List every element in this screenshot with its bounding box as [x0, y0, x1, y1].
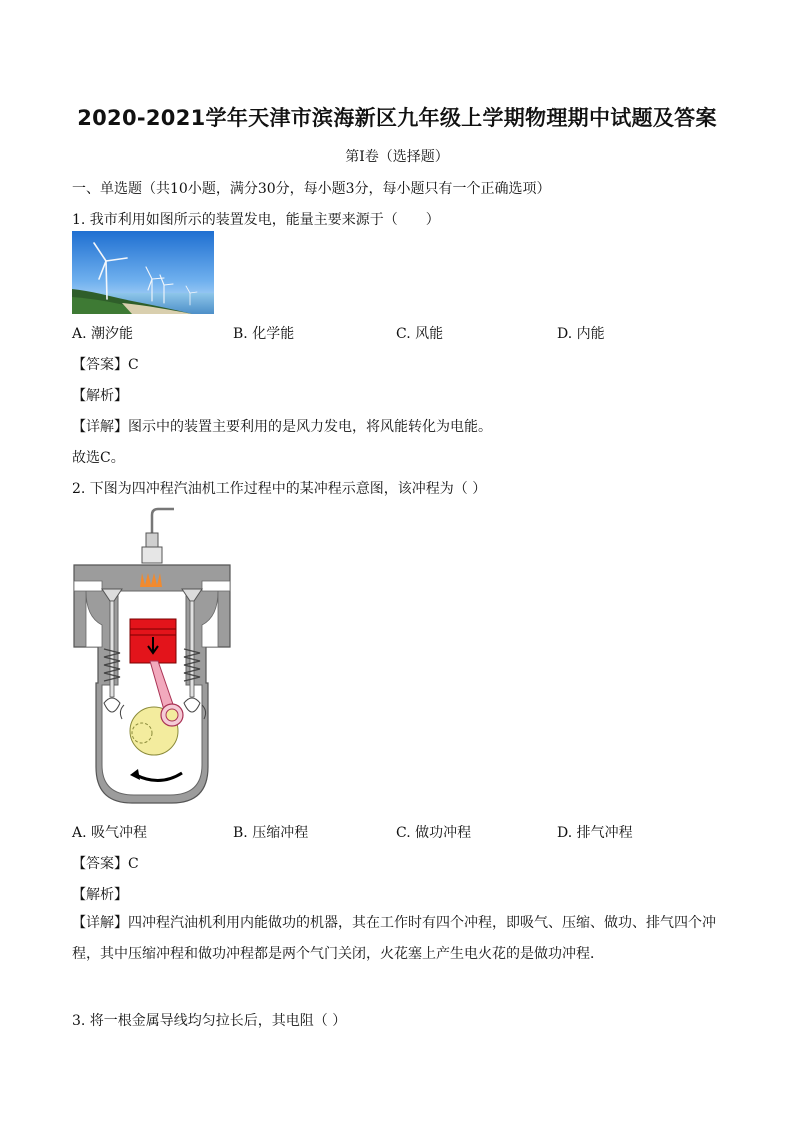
part-subtitle: 第Ⅰ卷（选择题） — [345, 149, 449, 165]
question-2-stem: 2. 下图为四冲程汽油机工作过程中的某冲程示意图，该冲程为（ ） — [72, 481, 487, 497]
question-1-stem: 1. 我市利用如图所示的装置发电，能量主要来源于（ ） — [72, 212, 440, 228]
q2-option-b: B. 压缩冲程 — [233, 825, 309, 841]
q2-analysis-label: 【解析】 — [72, 887, 128, 903]
question-3-stem: 3. 将一根金属导线均匀拉长后，其电阻（ ） — [72, 1013, 347, 1029]
section-heading: 一、单选题（共10小题，满分30分，每小题3分，每小题只有一个正确选项） — [72, 181, 551, 197]
q2-option-a: A. 吸气冲程 — [72, 825, 148, 841]
q1-answer: 【答案】C — [72, 357, 139, 373]
q2-answer: 【答案】C — [72, 856, 139, 872]
wind-turbine-photo — [72, 231, 214, 314]
q1-option-a: A. 潮汐能 — [72, 326, 134, 342]
q2-detail: 【详解】四冲程汽油机利用内能做功的机器，其在工作时有四个冲程，即吸气、压缩、做功、排气四个冲程，其中压缩冲程和做功冲程都是两个气门关闭，火花塞上产生电火花的是做功冲程． — [72, 915, 716, 962]
q1-analysis-label: 【解析】 — [72, 388, 128, 404]
q1-option-b: B. 化学能 — [233, 326, 295, 342]
q1-option-d: D. 内能 — [557, 326, 605, 342]
q2-option-c: C. 做功冲程 — [396, 825, 472, 841]
page-title: 2020-2021学年天津市滨海新区九年级上学期物理期中试题及答案 — [77, 106, 717, 130]
q1-detail: 【详解】图示中的装置主要利用的是风力发电，将风能转化为电能。 — [72, 419, 492, 435]
q2-option-d: D. 排气冲程 — [557, 825, 633, 841]
q1-conclusion: 故选C。 — [72, 450, 125, 466]
q1-option-c: C. 风能 — [396, 326, 444, 342]
engine-stroke-diagram — [72, 507, 232, 807]
